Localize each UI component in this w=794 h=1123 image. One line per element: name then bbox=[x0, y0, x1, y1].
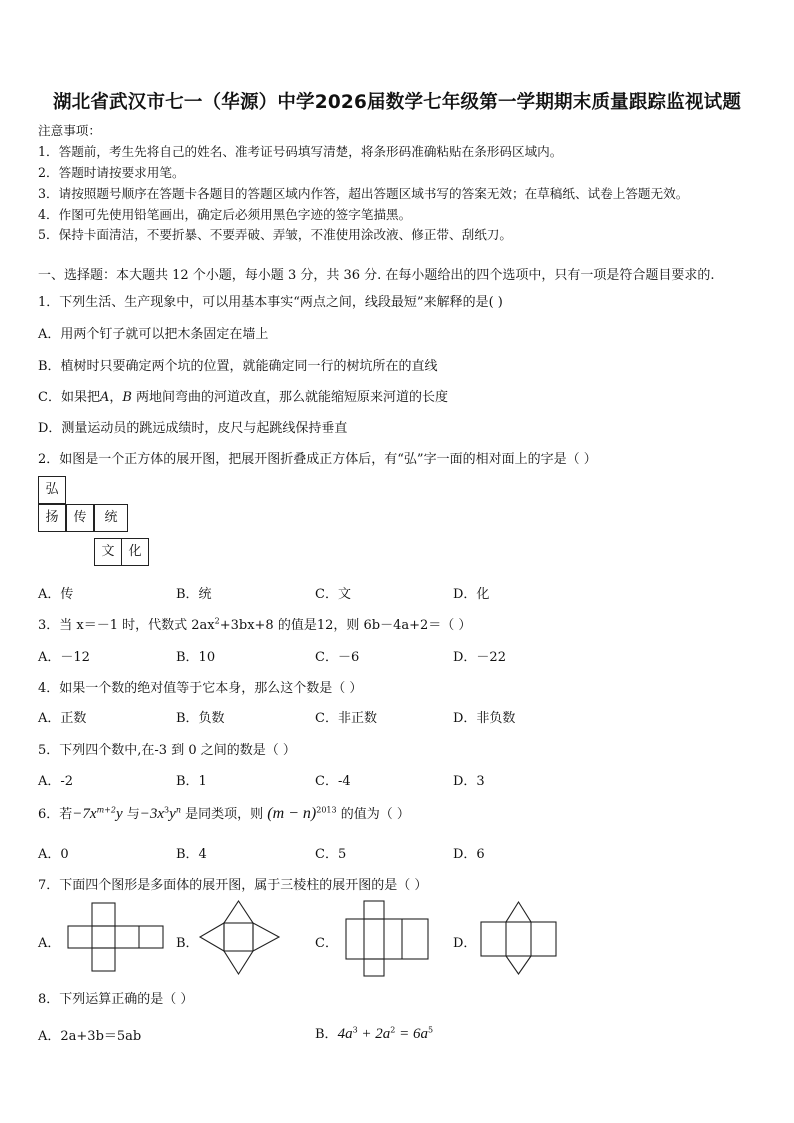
question-6-option-d: D．6 bbox=[453, 847, 485, 862]
question-5-option-d: D．3 bbox=[453, 774, 485, 789]
net-cell: 统 bbox=[94, 504, 128, 532]
net-figure-d bbox=[481, 902, 557, 974]
question-2-option-d: D．化 bbox=[453, 587, 490, 602]
question-7-option-b: B． bbox=[176, 936, 199, 951]
question-5-stem: 5．下列四个数中,在-3 到 0 之间的数是（ ） bbox=[38, 743, 296, 758]
question-3-option-c: C．－6 bbox=[315, 650, 360, 665]
question-5-option-b: B．1 bbox=[176, 774, 207, 789]
question-8-stem: 8．下列运算正确的是（ ） bbox=[38, 992, 194, 1007]
net-figure-a bbox=[68, 903, 163, 968]
notice-item: 4．作图可先使用铅笔画出，确定后必须用黑色字迹的签字笔描黑。 bbox=[38, 207, 412, 222]
question-5-option-a: A．-2 bbox=[38, 774, 74, 789]
notice-item: 1．答题前，考生先将自己的姓名、准考证号码填写清楚，将条形码准确粘贴在条形码区域内。 bbox=[38, 144, 563, 159]
net-figure-b bbox=[200, 901, 280, 976]
question-1-stem: 1．下列生活、生产现象中，可以用基本事实“两点之间，线段最短”来解释的是( ) bbox=[38, 295, 503, 310]
question-6-stem: 6．若$-7x^{m+2}y$ 与$-3x^3y^n$ 是同类项，则 $(m - n)^{2013}$ 的值为（ ） bbox=[38, 805, 410, 822]
question-4-option-a: A．正数 bbox=[38, 711, 87, 726]
question-8-option-a: A．2a+3b＝5ab bbox=[38, 1029, 142, 1044]
net-cell: 弘 bbox=[38, 476, 66, 504]
section-heading: 一、选择题：本大题共 12 个小题，每小题 3 分，共 36 分. 在每小题给出的四个选项中，只有一项是符合题目要求的. bbox=[38, 268, 715, 283]
question-2-stem: 2．如图是一个正方体的展开图，把展开图折叠成正方体后，有“弘”字一面的相对面上的字是（ ） bbox=[38, 452, 597, 467]
net-figure-c bbox=[346, 901, 428, 976]
net-cell: 传 bbox=[66, 504, 94, 532]
question-6-option-a: A．0 bbox=[38, 847, 69, 862]
net-cell: 化 bbox=[121, 538, 149, 566]
question-1-option-a: A．用两个钉子就可以把木条固定在墙上 bbox=[38, 327, 269, 342]
question-3-option-d: D．－22 bbox=[453, 650, 506, 665]
notice-item: 5．保持卡面清洁，不要折暴、不要弄破、弄皱，不准使用涂改液、修正带、刮纸刀。 bbox=[38, 227, 512, 242]
question-4-stem: 4．如果一个数的绝对值等于它本身，那么这个数是（ ） bbox=[38, 681, 363, 696]
question-3-option-b: B．10 bbox=[176, 650, 216, 665]
question-5-option-c: C．-4 bbox=[315, 774, 351, 789]
question-7-stem: 7．下面四个图形是多面体的展开图，属于三棱柱的展开图的是（ ） bbox=[38, 878, 428, 893]
question-2-option-b: B．统 bbox=[176, 587, 212, 602]
question-6-option-c: C．5 bbox=[315, 847, 347, 862]
question-3-stem: 3．当 x＝－1 时，代数式 $2ax^2+3bx+8$ 的值是12，则 6b－4a+2＝（ ） bbox=[38, 616, 472, 633]
question-4-option-d: D．非负数 bbox=[453, 711, 516, 726]
question-1-option-d: D．测量运动员的跳远成绩时，皮尺与起跳线保持垂直 bbox=[38, 421, 348, 436]
question-7-option-a: A． bbox=[38, 936, 61, 951]
question-1-option-c: C．如果把A，B 两地间弯曲的河道改直，那么就能缩短原来河道的长度 bbox=[38, 390, 449, 405]
question-1-option-b: B．植树时只要确定两个坑的位置，就能确定同一行的树坑所在的直线 bbox=[38, 359, 438, 374]
question-8-option-b: B．$4a^3 + 2a^2 = 6a^5$ bbox=[315, 1025, 434, 1042]
net-cell: 文 bbox=[94, 538, 122, 566]
notice-item: 2．答题时请按要求用笔。 bbox=[38, 165, 185, 180]
question-3-option-a: A．－12 bbox=[38, 650, 90, 665]
question-7-option-d: D． bbox=[453, 936, 477, 951]
question-2-option-a: A．传 bbox=[38, 587, 74, 602]
question-6-option-b: B．4 bbox=[176, 847, 207, 862]
question-4-option-b: B．负数 bbox=[176, 711, 225, 726]
notice-heading: 注意事项： bbox=[38, 123, 101, 138]
question-4-option-c: C．非正数 bbox=[315, 711, 377, 726]
question-2-option-c: C．文 bbox=[315, 587, 351, 602]
notice-item: 3．请按照题号顺序在答题卡各题目的答题区域内作答，超出答题区域书写的答案无效；在草稿纸、试卷上答题无效。 bbox=[38, 186, 689, 201]
question-7-option-c: C． bbox=[315, 936, 338, 951]
net-cell: 扬 bbox=[38, 504, 66, 532]
page-title: 湖北省武汉市七一（华源）中学2026届数学七年级第一学期期末质量跟踪监视试题 bbox=[52, 92, 742, 113]
